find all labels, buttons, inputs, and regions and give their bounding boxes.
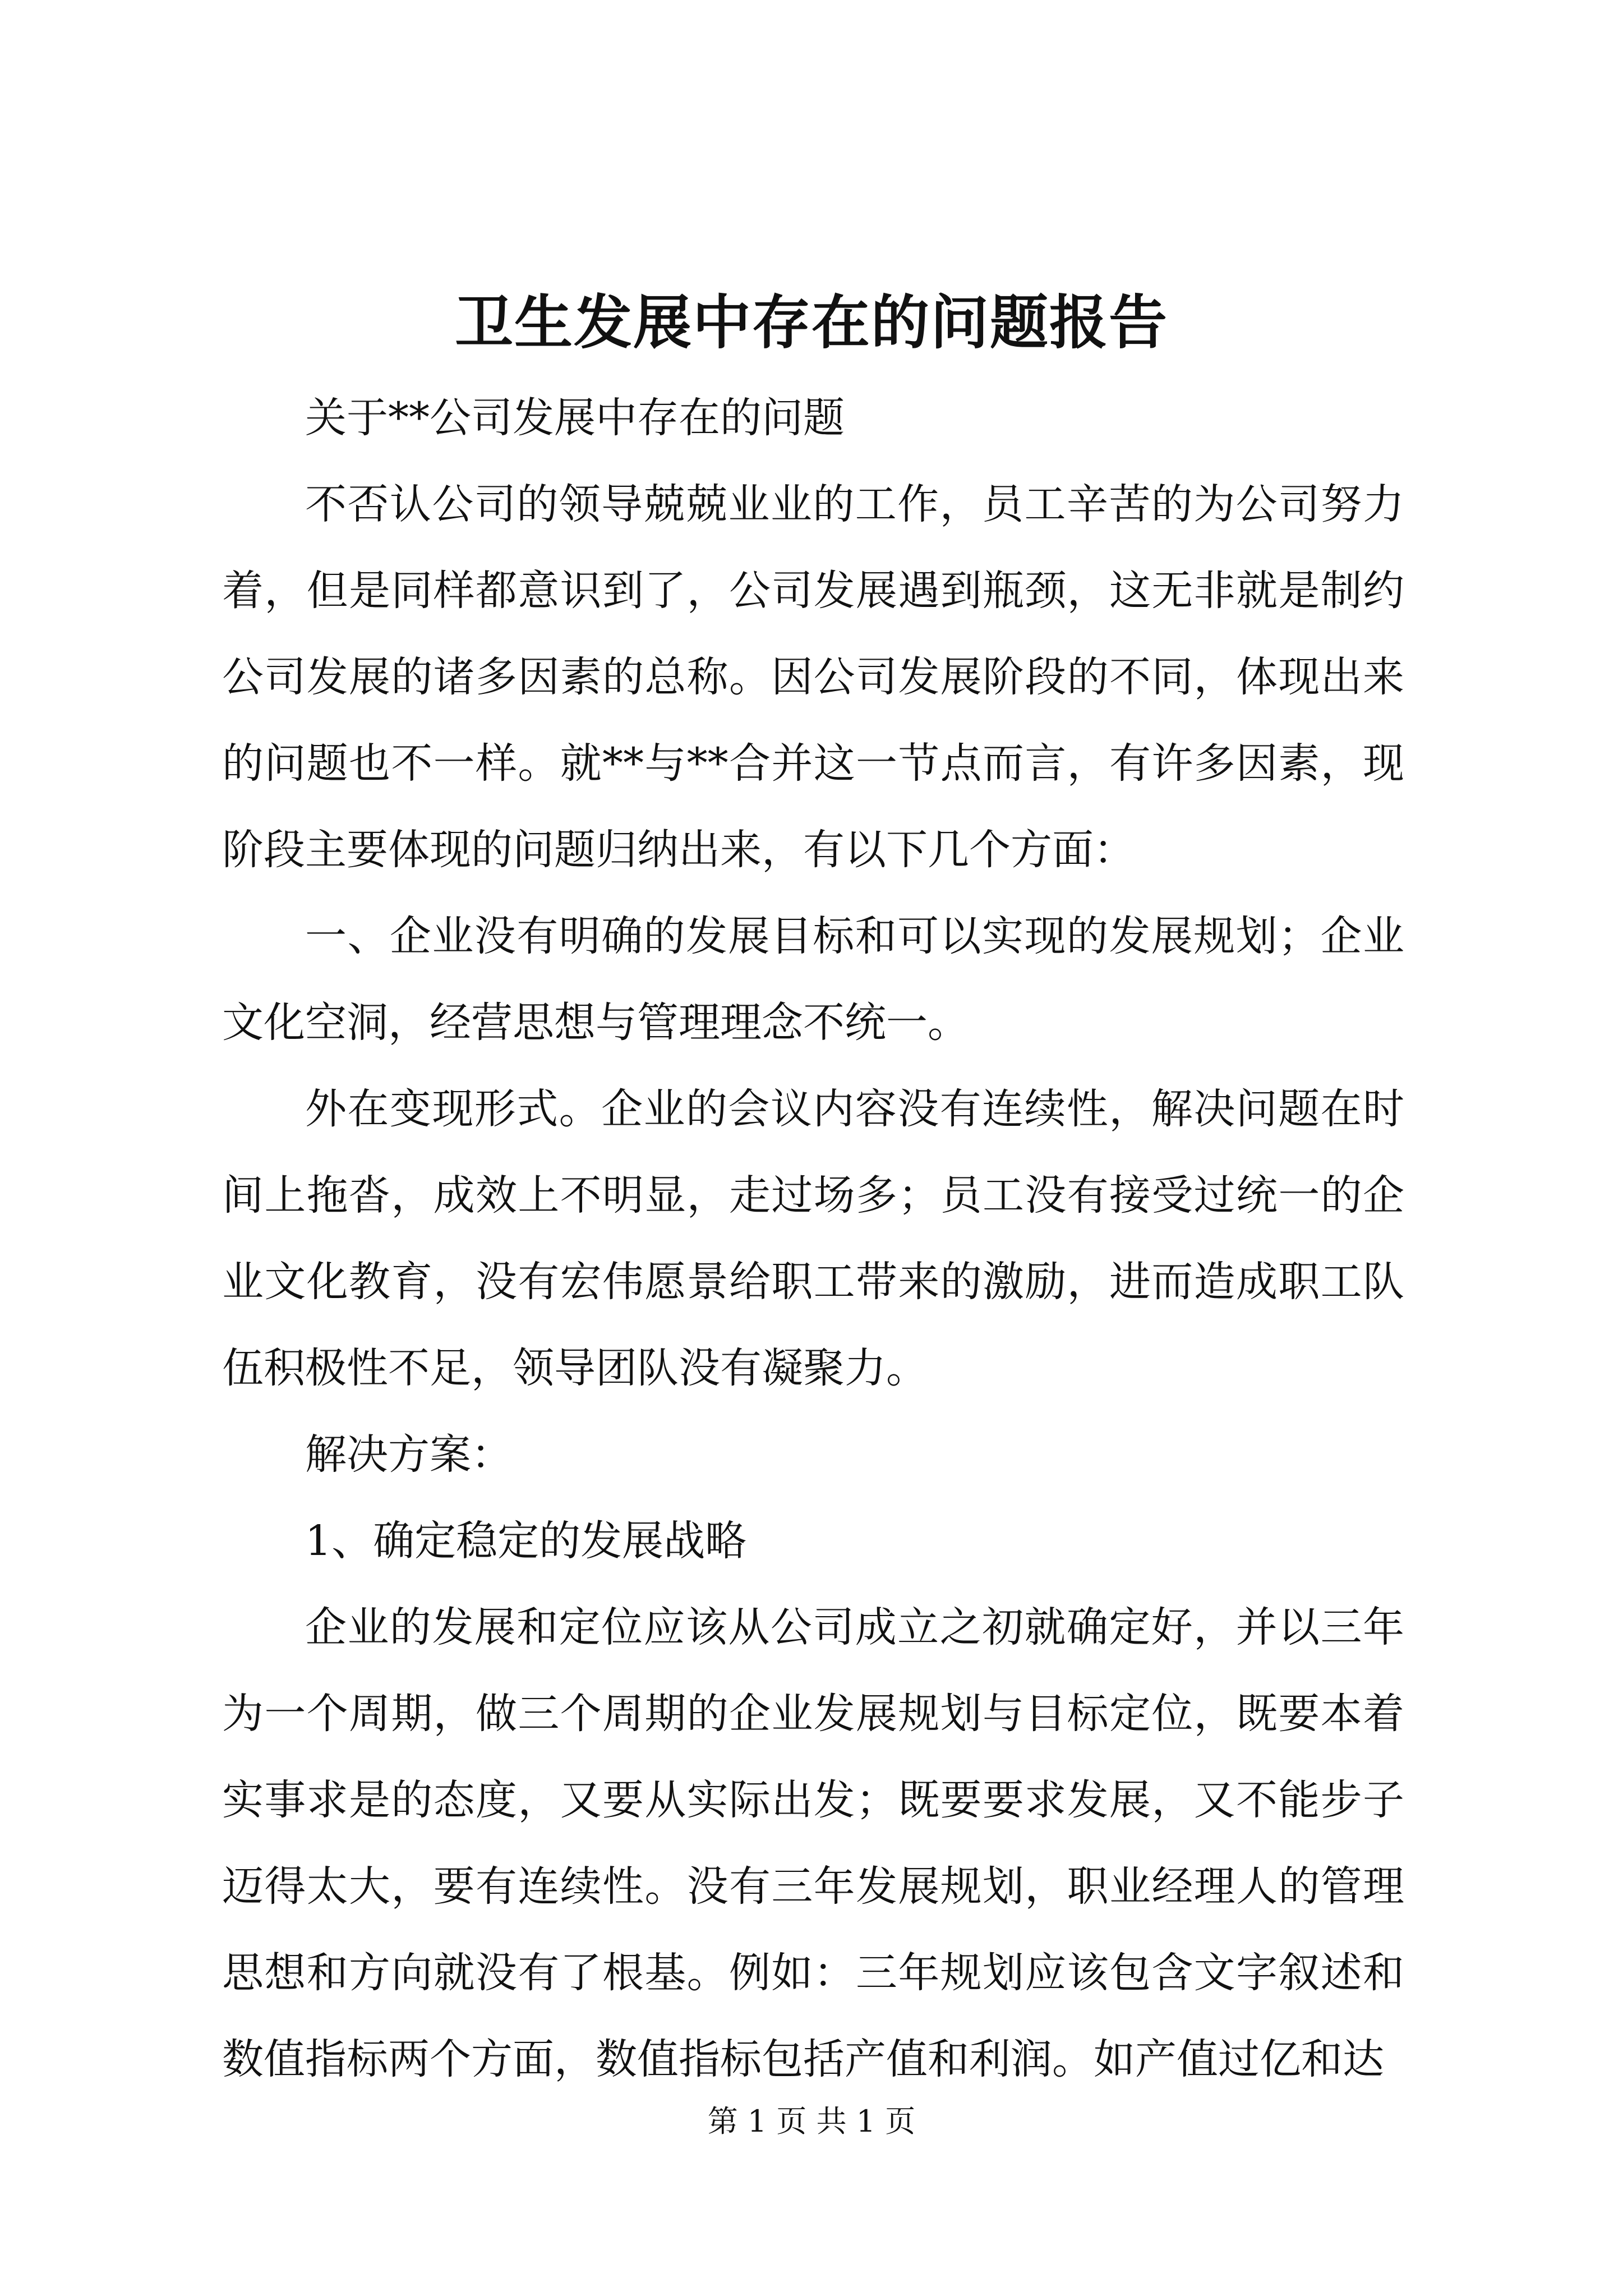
paragraph-issue-one: 一、企业没有明确的发展目标和可以实现的发展规划；企业文化空洞，经营思想与管理理念不统一。 <box>222 912 1404 1047</box>
document-title: 卫生发展中存在的问题报告 <box>454 288 1168 357</box>
paragraph-solution-heading: 解决方案： <box>305 1430 513 1479</box>
page-footer: 第 1 页 共 1 页 <box>707 2104 916 2139</box>
paragraph-solution-detail: 企业的发展和定位应该从公司成立之初就确定好，并以三年为一个周期，做三个周期的企业发展规划与目标定位，既要本着实事求是的态度，又要从实际出发；既要要求发展，又不能步子迈得太大，要有连续性。没有三年发展规划，职业经理人的管理思想和方向就没有了根基。例如：三年规划应该包含文字叙述和数值指标两个方面，数值指标包括产值和利润。如产值过亿和达 <box>222 1603 1404 2083</box>
paragraph-solution-item-one: 1、确定稳定的发展战略 <box>305 1517 747 1565</box>
document-body <box>222 375 1404 2102</box>
paragraph-intro: 不否认公司的领导兢兢业业的工作，员工辛苦的为公司努力着，但是同样都意识到了，公司发展遇到瓶颈，这无非就是制约公司发展的诸多因素的总称。因公司发展阶段的不同，体现出来的问题也不一样。就**与**合并这一节点而言，有许多因素，现阶段主要体现的问题归纳出来，有以下几个方面： <box>222 480 1404 874</box>
paragraph-subject: 关于**公司发展中存在的问题 <box>305 394 845 442</box>
paragraph-manifestation: 外在变现形式。企业的会议内容没有连续性，解决问题在时间上拖沓，成效上不明显，走过场多；员工没有接受过统一的企业文化教育，没有宏伟愿景给职工带来的激励，进而造成职工队伍积极性不足，领导团队没有凝聚力。 <box>222 1085 1404 1392</box>
